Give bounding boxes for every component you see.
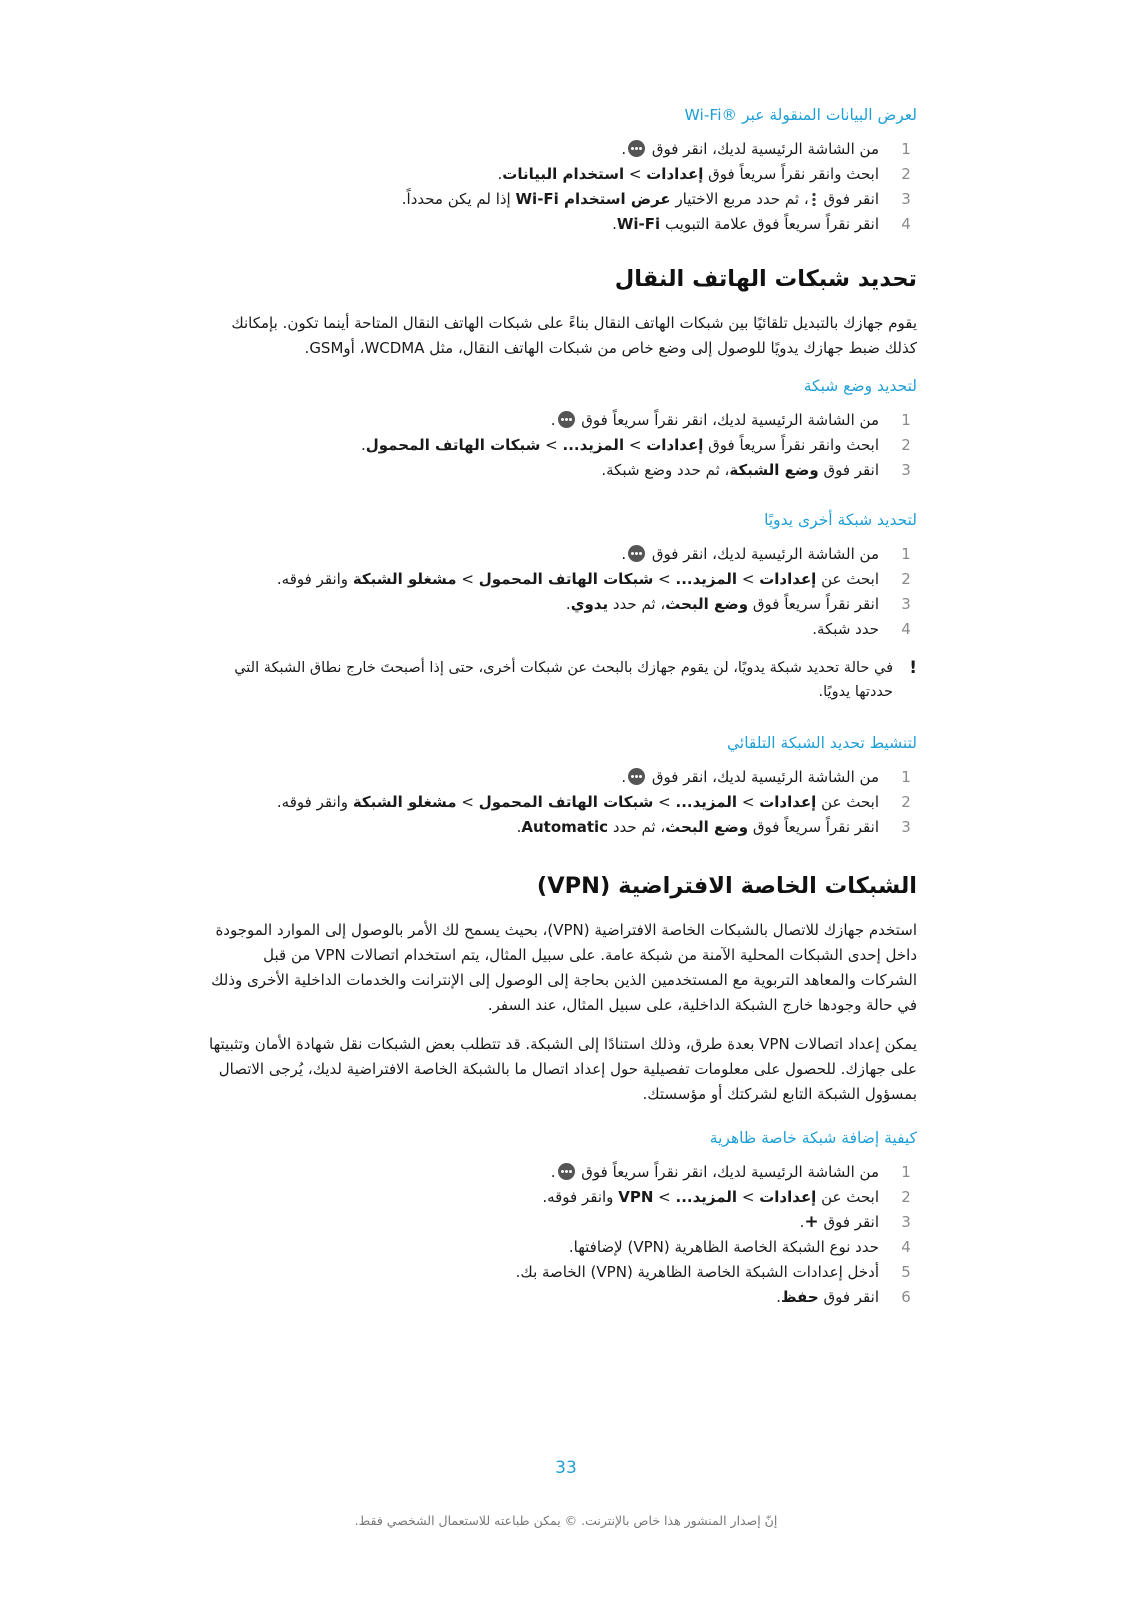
step-text-end: إذا لم يكن محدداً.	[401, 190, 511, 208]
step-text-end: ، ثم حدد وضع شبكة.	[601, 461, 730, 479]
network-mode-subtitle: لتحديد وضع شبكة	[803, 377, 917, 395]
step-item	[205, 162, 917, 187]
step-number: 1	[901, 411, 911, 429]
manual-option: يدوي	[570, 595, 609, 613]
search-mode-option: وضع البحث	[665, 818, 749, 836]
search-mode-option: وضع البحث	[665, 595, 749, 613]
step-item	[205, 458, 917, 483]
network-mode-option: وضع الشبكة	[729, 461, 819, 479]
step-text: من الشاشة الرئيسية لديك، انقر نقراً سريعاً فوق	[581, 1163, 879, 1181]
step-text-end: .	[621, 545, 627, 563]
path-separator: >	[658, 570, 671, 588]
step-number: 1	[901, 545, 911, 563]
step-number: 4	[901, 620, 911, 638]
path-separator: >	[461, 570, 474, 588]
step-text: ابحث عن	[821, 570, 879, 588]
auto-network-steps	[205, 765, 917, 840]
step-item	[205, 212, 917, 237]
step-item	[205, 137, 917, 162]
show-wifi-usage-option: عرض استخدام Wi-Fi	[515, 190, 671, 208]
step-item	[205, 1235, 917, 1260]
menu-path-network-operators: مشغلو الشبكة	[352, 570, 457, 588]
step-item	[205, 1285, 917, 1310]
step-item	[205, 187, 917, 212]
step-item	[205, 408, 917, 433]
menu-path-mobile-networks: شبكات الهاتف المحمول	[365, 436, 541, 454]
step-text-end: .	[621, 140, 627, 158]
step-item	[205, 542, 917, 567]
step-number: 2	[901, 165, 911, 183]
path-separator: >	[741, 570, 755, 588]
menu-path-settings: إعدادات	[759, 570, 817, 588]
menu-path-settings: إعدادات	[759, 1188, 817, 1206]
step-number: 1	[901, 1163, 911, 1181]
step-text-end: .	[360, 436, 366, 454]
path-separator: >	[628, 165, 642, 183]
page-number: 33	[555, 1458, 577, 1478]
step-text: انقر فوق	[823, 461, 879, 479]
vpn-add-steps	[205, 1160, 917, 1310]
menu-path-more: المزيد...	[675, 570, 738, 588]
step-text: من الشاشة الرئيسية لديك، انقر فوق	[651, 768, 879, 786]
vpn-paragraph-2: يمكن إعداد اتصالات VPN بعدة طرق، وذلك استنادًا إلى الشبكة. قد تتطلب بعض الشبكات نقل شهادة الأمان وتثبيتها على جهازك. للحصول على معلومات تفصيلية حول إعداد اتصال ما بالشبكة الخاصة الافتراضية لديك، يُرجى الاتصال بمسؤول الشبكة التابع لشركتك أو مؤسستك.	[209, 1035, 917, 1103]
step-text-end: .	[776, 1288, 781, 1306]
manual-network-steps	[205, 542, 917, 642]
automatic-option: Automatic	[521, 818, 609, 836]
menu-path-vpn: VPN	[618, 1188, 654, 1206]
wifi-data-subtitle: لعرض البيانات المنقولة عبر ®Wi-Fi	[684, 106, 917, 124]
step-text: انقر فوق	[823, 190, 879, 208]
overflow-menu-icon	[812, 192, 816, 206]
vpn-add-subtitle: كيفية إضافة شبكة خاصة ظاهرية	[709, 1129, 917, 1147]
menu-path-network-operators: مشغلو الشبكة	[352, 793, 457, 811]
apps-grid-icon	[628, 768, 645, 785]
wifi-data-steps	[205, 137, 917, 237]
step-number: 3	[901, 461, 911, 479]
step-text-mid: ، ثم حدد مربع الاختيار	[675, 190, 809, 208]
network-mode-steps	[205, 408, 917, 483]
footer-note: إنّ إصدار المنشور هذا خاص بالإنترنت. © يمكن طباعته للاستعمال الشخصي فقط.	[354, 1513, 778, 1528]
manual-network-subtitle: لتحديد شبكة أخرى يدويًا	[764, 511, 917, 529]
step-number: 2	[901, 793, 911, 811]
menu-path-mobile-networks: شبكات الهاتف المحمول	[478, 793, 654, 811]
menu-path-mobile-networks: شبكات الهاتف المحمول	[478, 570, 654, 588]
step-text: انقر نقراً سريعاً فوق	[752, 818, 879, 836]
auto-network-subtitle: لتنشيط تحديد الشبكة التلقائي	[726, 734, 917, 752]
step-item	[205, 1185, 917, 1210]
step-number: 4	[901, 215, 911, 233]
step-text: حدد نوع الشبكة الخاصة الظاهرية (VPN) لإضافتها.	[568, 1238, 879, 1256]
path-separator: >	[741, 793, 755, 811]
save-option: حفظ	[781, 1288, 819, 1306]
step-text: ابحث وانقر نقراً سريعاً فوق	[708, 165, 879, 183]
vpn-paragraph-1: استخدم جهازك للاتصال بالشبكات الخاصة الافتراضية (VPN)، بحيث يسمح لك الأمر بالوصول إلى الموارد الموجودة داخل إحدى الشبكات المحلية الآمنة من شبكة عامة. على سبيل المثال، يتم استخدام اتصالات VPN من قبل الشركات والمعاهد التربوية مع المستخدمين الذين بحاجة إلى الوصول إلى الإنترانت والخدمات الداخلية الأخرى وذلك في حالة وجودها خارج الشبكة الداخلية، على سبيل المثال، عند السفر.	[211, 921, 917, 1014]
step-text: انقر نقراً سريعاً فوق	[752, 595, 879, 613]
step-number: 4	[901, 1238, 911, 1256]
step-number: 2	[901, 1188, 911, 1206]
menu-path-data-usage: استخدام البيانات	[502, 165, 625, 183]
step-text-mid: ، ثم حدد	[612, 818, 666, 836]
vpn-heading: الشبكات الخاصة الافتراضية (VPN)	[536, 873, 917, 899]
step-text: انقر نقراً سريعاً فوق علامة التبويب	[664, 215, 879, 233]
step-number: 6	[901, 1288, 911, 1306]
step-text-end: .	[612, 215, 617, 233]
menu-path-more: المزيد...	[562, 436, 625, 454]
exclamation-icon: !	[909, 658, 917, 678]
plus-icon: +	[804, 1212, 819, 1232]
path-separator: >	[741, 1188, 755, 1206]
apps-grid-icon	[628, 545, 645, 562]
step-number: 2	[901, 570, 911, 588]
document-body	[205, 104, 917, 1336]
menu-path-settings: إعدادات	[759, 793, 817, 811]
step-text: من الشاشة الرئيسية لديك، انقر نقراً سريعاً فوق	[581, 411, 879, 429]
step-text-end: .	[550, 411, 556, 429]
step-number: 3	[901, 818, 911, 836]
step-text: انقر فوق	[823, 1213, 879, 1231]
step-text: أدخل إعدادات الشبكة الخاصة الظاهرية (VPN) الخاصة بك.	[515, 1263, 879, 1281]
menu-path-more: المزيد...	[675, 1188, 738, 1206]
step-item	[205, 567, 917, 592]
step-text-end: .	[497, 165, 503, 183]
step-item	[205, 433, 917, 458]
step-text-mid: ، ثم حدد	[612, 595, 666, 613]
menu-path-more: المزيد...	[675, 793, 738, 811]
step-text: ابحث عن	[821, 1188, 879, 1206]
path-separator: >	[545, 436, 558, 454]
apps-grid-icon	[628, 140, 645, 157]
manual-network-note	[205, 656, 917, 704]
step-text-end: .	[516, 818, 522, 836]
step-number: 1	[901, 768, 911, 786]
step-text-end: وانقر فوقه.	[276, 793, 349, 811]
step-item	[205, 790, 917, 815]
step-text-end: .	[565, 595, 571, 613]
step-text: من الشاشة الرئيسية لديك، انقر فوق	[651, 140, 879, 158]
note-text: في حالة تحديد شبكة يدويًا، لن يقوم جهازك بالبحث عن شبكات أخرى، حتى إذا أصبحتَ خارج نطاق الشبكة التي حددتها يدويًا.	[234, 660, 893, 700]
menu-path-settings: إعدادات	[646, 436, 704, 454]
step-number: 5	[901, 1263, 911, 1281]
step-text-end: .	[621, 768, 627, 786]
step-text: ابحث عن	[821, 793, 879, 811]
step-text: من الشاشة الرئيسية لديك، انقر فوق	[651, 545, 879, 563]
path-separator: >	[658, 793, 671, 811]
step-item	[205, 1260, 917, 1285]
apps-grid-icon	[558, 1163, 575, 1180]
path-separator: >	[628, 436, 642, 454]
apps-grid-icon	[558, 411, 575, 428]
step-text-end: .	[799, 1213, 805, 1231]
step-item	[205, 765, 917, 790]
wifi-tab-label: Wi-Fi	[616, 215, 661, 233]
step-item	[205, 1160, 917, 1185]
menu-path-settings: إعدادات	[646, 165, 704, 183]
step-number: 2	[901, 436, 911, 454]
step-number: 1	[901, 140, 911, 158]
step-number: 3	[901, 595, 911, 613]
step-text: حدد شبكة.	[812, 620, 879, 638]
step-item	[205, 592, 917, 617]
step-item	[205, 617, 917, 642]
mobile-networks-paragraph: يقوم جهازك بالتبديل تلقائيًا بين شبكات الهاتف النقال بناءً على شبكات الهاتف النقال المتاحة أينما تكون. بإمكانك كذلك ضبط جهازك يدويًا للوصول إلى وضع خاص من شبكات الهاتف النقال، مثل WCDMA، أوGSM.	[231, 314, 917, 357]
step-number: 3	[901, 1213, 911, 1231]
path-separator: >	[658, 1188, 671, 1206]
step-item	[205, 1210, 917, 1235]
step-item	[205, 815, 917, 840]
step-text-end: .	[550, 1163, 556, 1181]
step-number: 3	[901, 190, 911, 208]
step-text: ابحث وانقر نقراً سريعاً فوق	[708, 436, 879, 454]
step-text: انقر فوق	[823, 1288, 879, 1306]
step-text-end: وانقر فوقه.	[276, 570, 349, 588]
mobile-networks-heading: تحديد شبكات الهاتف النقال	[614, 266, 917, 292]
path-separator: >	[461, 793, 474, 811]
step-text-end: وانقر فوقه.	[542, 1188, 614, 1206]
